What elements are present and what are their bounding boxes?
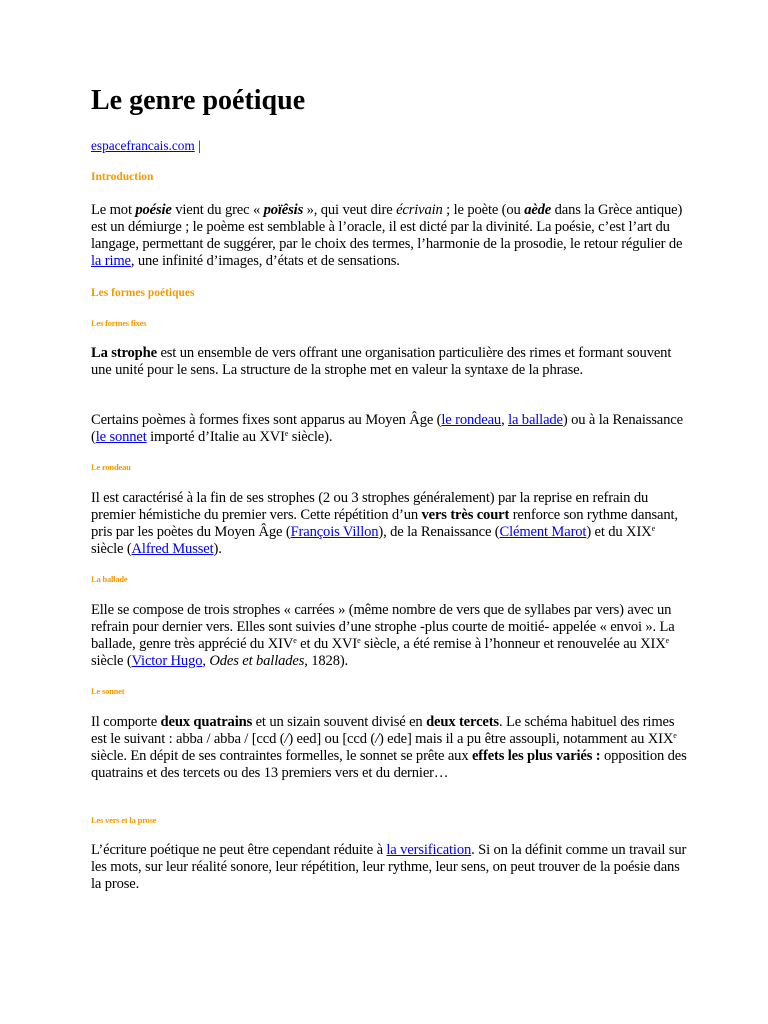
- superscript: e: [357, 635, 361, 645]
- text: siècle (: [91, 652, 132, 669]
- text: siècle (: [91, 540, 132, 557]
- formes-fixes-paragraph: [91, 412, 687, 446]
- heading-formes-poetiques: Les formes poétiques: [91, 287, 195, 299]
- text: Certains poèmes à formes fixes sont apparus au Moyen Âge (: [91, 412, 442, 428]
- text: ,: [202, 652, 210, 669]
- intro-paragraph: [91, 202, 687, 270]
- superscript: e: [673, 730, 677, 740]
- page-title: Le genre poétique: [91, 85, 306, 116]
- strophe-paragraph: [91, 345, 687, 379]
- text: siècle, a été remise à l’honneur et renouvelée au XIX: [360, 635, 666, 652]
- link-victor-hugo[interactable]: Victor Hugo: [131, 652, 203, 669]
- term-poesie: poésie: [135, 202, 172, 218]
- link-clement-marot[interactable]: Clément Marot: [499, 523, 587, 540]
- rondeau-paragraph: [91, 490, 687, 558]
- term-strophe: La strophe: [91, 345, 157, 361]
- term-vers-tres-court: vers très court: [421, 506, 510, 523]
- text: Elle se compose de trois strophes « carrées » (même nombre de vers que de syllabes par vers) avec un refrain pour dernier vers. Elles sont suivies d’une strophe -plus courte de moitié- appelée « envoi ». La ballade, genre très apprécié du XIV: [91, 602, 675, 652]
- text: ), de la Renaissance (: [378, 523, 500, 540]
- sonnet-paragraph: [91, 714, 687, 782]
- text: ) ou à la Renaissance (: [91, 412, 683, 445]
- title-odes-et-ballades: Odes et ballades: [209, 652, 305, 669]
- italic-slash: /: [375, 730, 379, 747]
- term-aede: aède: [524, 202, 552, 218]
- text: L’écriture poétique ne peut être cependant réduite à: [91, 842, 387, 858]
- link-la-versification[interactable]: la versification: [386, 842, 472, 858]
- text: est un ensemble de vers offrant une organisation particulière des rimes et formant souvent une unité pour le sens. La structure de la strophe met en valeur la syntaxe de la phrase.: [91, 345, 672, 378]
- text: ,: [501, 412, 509, 428]
- text: . Le schéma habituel des rimes est le suivant : abba / abba / [ccd (: [91, 714, 675, 747]
- text: vient du grec «: [171, 202, 264, 218]
- text: Il comporte: [91, 714, 161, 730]
- text: Le mot: [91, 202, 136, 218]
- text: importé d’Italie au XVI: [146, 428, 285, 445]
- ballade-paragraph: [91, 602, 687, 670]
- text: , une infinité d’images, d’états et de sensations.: [130, 252, 400, 269]
- heading-sonnet: Le sonnet: [91, 686, 125, 696]
- heading-formes-fixes: Les formes fixes: [91, 318, 147, 328]
- superscript: e: [651, 523, 655, 533]
- link-le-sonnet[interactable]: le sonnet: [95, 428, 147, 445]
- heading-introduction: Introduction: [91, 171, 154, 183]
- text: siècle. En dépit de ses contraintes formelles, le sonnet se prête aux: [91, 747, 472, 764]
- superscript: e: [293, 635, 297, 645]
- text: ).: [213, 540, 222, 557]
- text: Il est caractérisé à la fin de ses strophes (2 ou 3 strophes généralement) par la reprise en refrain du premier hémistiche du premier vers. Cette répétition d’un: [91, 490, 649, 523]
- text: dans la Grèce antique) est un démiurge ; le poème est semblable à l’oracle, il est dicté par la divinité. La poésie, c’est l’art du langage, permettant de suggérer, par le choix des termes, l’harmonie de la prosodie, le retour régulier de: [91, 202, 683, 252]
- text: renforce son rythme dansant, pris par les poètes du Moyen Âge (: [91, 506, 678, 540]
- heading-vers-et-prose: Les vers et la prose: [91, 815, 157, 825]
- term-ecrivain: écrivain: [396, 202, 443, 218]
- text: et du XVI: [296, 635, 358, 652]
- link-le-rondeau[interactable]: le rondeau: [441, 412, 502, 428]
- text: siècle).: [288, 428, 333, 445]
- text: , 1828).: [304, 652, 349, 669]
- text: opposition des quatrains et des tercets ou des 13 premiers vers et du dernier…: [91, 747, 687, 781]
- term-deux-tercets: deux tercets: [426, 714, 499, 730]
- superscript: e: [284, 428, 289, 438]
- source-line: [91, 138, 201, 154]
- term-deux-quatrains: deux quatrains: [160, 714, 253, 730]
- text: ) et du XIX: [586, 523, 652, 540]
- link-la-rime[interactable]: la rime: [91, 252, 131, 269]
- superscript: e: [665, 635, 670, 645]
- source-link[interactable]: espacefrancais.com: [91, 138, 195, 153]
- link-alfred-musset[interactable]: Alfred Musset: [131, 540, 214, 557]
- italic-slash: /: [284, 730, 289, 747]
- link-francois-villon[interactable]: François Villon: [290, 523, 379, 540]
- term-poiesis: poïêsis: [263, 202, 304, 218]
- text: », qui veut dire: [303, 202, 397, 218]
- text: ) ede] mais il a pu être assoupli, notamment au XIX: [378, 730, 674, 747]
- link-la-ballade[interactable]: la ballade: [508, 412, 563, 428]
- text: ; le poète (ou: [442, 202, 525, 218]
- heading-rondeau: Le rondeau: [91, 462, 131, 472]
- heading-ballade: La ballade: [91, 574, 128, 584]
- term-effets-les-plus-varies: effets les plus variés :: [471, 747, 601, 764]
- text: . Si on la définit comme un travail sur les mots, sur leur réalité sonore, leur répétition, leur rythme, leur sens, on peut trouver de la poésie dans la prose.: [91, 842, 687, 892]
- source-separator: |: [194, 138, 201, 153]
- text: et un sizain souvent divisé en: [252, 714, 427, 730]
- text: ) eed] ou [ccd (: [288, 730, 376, 747]
- prose-paragraph: [91, 842, 687, 893]
